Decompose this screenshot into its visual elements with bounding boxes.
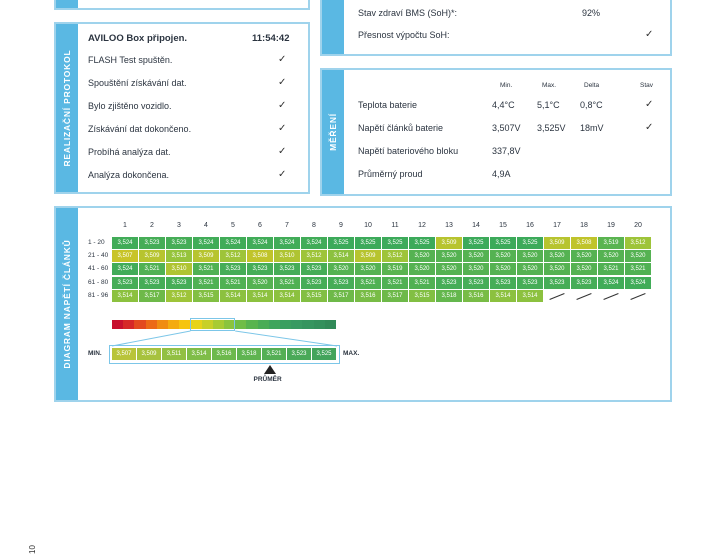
measurement-delta: 18mV — [580, 123, 604, 133]
cell-voltage: 3,523 — [112, 277, 138, 289]
empty-cell-dash — [576, 293, 591, 300]
protocol-side-strip — [56, 24, 78, 192]
check-icon: ✓ — [278, 54, 287, 65]
cell-voltage: 3,507 — [112, 250, 138, 262]
column-number: 5 — [231, 222, 235, 229]
measurement-min: 4,4°C — [492, 100, 515, 110]
scale-segment — [179, 320, 191, 329]
scale-highlight-frame — [190, 318, 235, 331]
protocol-item: Získávání dat dokončeno. — [88, 124, 192, 134]
cell-voltage: 3,524 — [193, 237, 219, 249]
col-header-min: Min. — [500, 82, 513, 89]
measurement-max: 3,525V — [537, 123, 566, 133]
cell-voltage: 3,521 — [193, 263, 219, 275]
soh-value: 92% — [582, 8, 601, 18]
cell-voltage: 3,523 — [301, 277, 327, 289]
zoomed-scale-value: 3,507 — [112, 348, 136, 360]
cell-voltage: 3,515 — [193, 290, 219, 302]
column-number: 13 — [445, 222, 453, 229]
scale-segment — [269, 320, 281, 329]
average-label: PRŮMĚR — [253, 376, 282, 383]
scale-segment — [168, 320, 180, 329]
cell-voltage: 3,520 — [490, 250, 516, 262]
cell-voltage: 3,514 — [517, 290, 543, 302]
scale-segment — [157, 320, 169, 329]
empty-cell-dash — [603, 293, 618, 300]
cell-voltage: 3,508 — [571, 237, 597, 249]
cell-voltage: 3,520 — [436, 263, 462, 275]
cell-voltage: 3,523 — [166, 237, 192, 249]
cell-voltage: 3,515 — [409, 290, 435, 302]
column-number: 19 — [607, 222, 615, 229]
cell-voltage: 3,520 — [328, 263, 354, 275]
soh-label: Stav zdraví BMS (SoH)*: — [358, 8, 458, 18]
column-number: 8 — [312, 222, 316, 229]
cell-voltage: 3,525 — [517, 237, 543, 249]
measurements-side-strip — [322, 70, 344, 194]
cell-voltage: 3,512 — [220, 250, 246, 262]
cell-voltage: 3,523 — [517, 277, 543, 289]
cell-voltage: 3,520 — [544, 250, 570, 262]
cell-voltage: 3,523 — [166, 277, 192, 289]
zoomed-scale-value: 3,518 — [237, 348, 261, 360]
protocol-header-time: 11:54:42 — [252, 33, 290, 44]
scale-segment — [280, 320, 292, 329]
column-number: 18 — [580, 222, 588, 229]
zoomed-scale-value: 3,523 — [287, 348, 311, 360]
cell-voltage: 3,520 — [409, 250, 435, 262]
cell-voltage: 3,521 — [193, 277, 219, 289]
check-icon: ✓ — [278, 146, 287, 157]
zoomed-scale-value: 3,516 — [212, 348, 236, 360]
diagram-side-label: DIAGRAM NAPĚTÍ ČLÁNKŮ — [62, 239, 72, 369]
cell-voltage: 3,509 — [193, 250, 219, 262]
cell-voltage: 3,523 — [463, 277, 489, 289]
zoomed-scale-value: 3,514 — [187, 348, 211, 360]
column-number: 2 — [150, 222, 154, 229]
column-number: 16 — [526, 222, 534, 229]
measurement-delta: 0,8°C — [580, 100, 603, 110]
soh-accuracy-label: Přesnost výpočtu SoH: — [358, 30, 450, 40]
column-number: 6 — [258, 222, 262, 229]
protocol-side-label: REALIZAČNÍ PROTOKOL — [62, 49, 72, 167]
cell-voltage: 3,514 — [247, 290, 273, 302]
cell-voltage: 3,517 — [139, 290, 165, 302]
cell-voltage: 3,510 — [274, 250, 300, 262]
row-range-label: 1 - 20 — [88, 239, 105, 246]
column-number: 1 — [123, 222, 127, 229]
cell-voltage: 3,525 — [355, 237, 381, 249]
scale-segment — [302, 320, 314, 329]
protocol-item: Spouštění získávání dat. — [88, 78, 187, 88]
column-number: 15 — [499, 222, 507, 229]
cell-voltage: 3,523 — [220, 263, 246, 275]
cell-voltage: 3,521 — [625, 263, 651, 275]
cell-voltage: 3,523 — [139, 237, 165, 249]
zoomed-scale-value: 3,509 — [137, 348, 161, 360]
cell-voltage: 3,509 — [139, 250, 165, 262]
column-number: 3 — [177, 222, 181, 229]
protocol-item: Probíhá analýza dat. — [88, 147, 171, 157]
cell-voltage: 3,512 — [382, 250, 408, 262]
cell-voltage: 3,525 — [409, 237, 435, 249]
column-number: 12 — [418, 222, 426, 229]
measurement-label: Napětí článků baterie — [358, 123, 444, 133]
cell-voltage: 3,523 — [247, 263, 273, 275]
scale-segment — [246, 320, 258, 329]
empty-cell-dash — [630, 293, 645, 300]
cell-voltage: 3,523 — [490, 277, 516, 289]
column-number: 11 — [391, 222, 399, 229]
cell-voltage: 3,523 — [544, 277, 570, 289]
scale-segment — [314, 320, 326, 329]
cell-voltage: 3,514 — [274, 290, 300, 302]
cell-voltage: 3,520 — [247, 277, 273, 289]
row-range-label: 21 - 40 — [88, 252, 109, 260]
cell-voltage: 3,508 — [247, 250, 273, 262]
cell-voltage: 3,514 — [220, 290, 246, 302]
cell-voltage: 3,518 — [436, 290, 462, 302]
cell-voltage: 3,509 — [355, 250, 381, 262]
cell-voltage-diagram-panel — [54, 206, 672, 402]
measurements-panel — [320, 68, 672, 196]
cell-voltage: 3,520 — [598, 250, 624, 262]
soh-accuracy-check-icon: ✓ — [645, 29, 654, 40]
page-number: 10 — [27, 545, 37, 554]
cell-voltage: 3,521 — [139, 263, 165, 275]
average-marker-icon — [264, 365, 276, 374]
cell-voltage: 3,509 — [436, 237, 462, 249]
column-number: 7 — [285, 222, 289, 229]
check-icon: ✓ — [278, 100, 287, 111]
cell-voltage: 3,514 — [112, 290, 138, 302]
cell-voltage: 3,516 — [463, 290, 489, 302]
cell-voltage: 3,524 — [301, 237, 327, 249]
check-icon: ✓ — [278, 77, 287, 88]
col-header-delta: Delta — [584, 82, 600, 89]
cell-voltage: 3,520 — [571, 250, 597, 262]
measurement-label: Teplota baterie — [358, 100, 418, 110]
status-check-icon: ✓ — [645, 122, 654, 133]
check-icon: ✓ — [278, 169, 287, 180]
cell-voltage: 3,520 — [409, 263, 435, 275]
cell-voltage: 3,509 — [544, 237, 570, 249]
empty-cell-dash — [549, 293, 564, 300]
scale-segment — [291, 320, 303, 329]
measurement-label: Průměrný proud — [358, 169, 423, 179]
cell-voltage: 3,520 — [544, 263, 570, 275]
measurement-label: Napětí bateriového bloku — [358, 146, 459, 156]
cell-voltage: 3,515 — [301, 290, 327, 302]
cell-voltage: 3,520 — [355, 263, 381, 275]
cell-voltage: 3,524 — [112, 263, 138, 275]
scale-segment — [123, 320, 135, 329]
scale-segment — [112, 320, 124, 329]
protocol-item: FLASH Test spuštěn. — [88, 55, 173, 65]
col-header-max: Max. — [542, 82, 557, 89]
top-left-panel-fragment — [54, 0, 310, 10]
cell-voltage: 3,512 — [301, 250, 327, 262]
scale-segment — [258, 320, 270, 329]
protocol-panel — [54, 22, 310, 194]
column-number: 10 — [364, 222, 372, 229]
cell-voltage: 3,525 — [463, 237, 489, 249]
column-number: 17 — [553, 222, 561, 229]
cell-voltage: 3,523 — [328, 277, 354, 289]
cell-voltage: 3,524 — [112, 237, 138, 249]
soh-side-strip — [322, 0, 344, 54]
column-number: 4 — [204, 222, 208, 229]
scale-segment — [134, 320, 146, 329]
measurement-min: 3,507V — [492, 123, 521, 133]
cell-voltage: 3,523 — [301, 263, 327, 275]
diagram-side-strip — [56, 208, 78, 400]
scale-segment — [146, 320, 158, 329]
top-left-side-strip — [56, 0, 78, 8]
protocol-item: Bylo zjištěno vozidlo. — [88, 101, 172, 111]
cell-voltage: 3,520 — [436, 250, 462, 262]
cell-voltage: 3,519 — [598, 237, 624, 249]
cell-voltage: 3,514 — [490, 290, 516, 302]
cell-voltage: 3,521 — [355, 277, 381, 289]
cell-voltage: 3,523 — [571, 277, 597, 289]
cell-voltage: 3,517 — [328, 290, 354, 302]
scale-min-label: MIN. — [88, 350, 102, 357]
measurement-min: 4,9A — [492, 169, 511, 179]
cell-voltage: 3,525 — [328, 237, 354, 249]
zoomed-scale-value: 3,521 — [262, 348, 286, 360]
cell-voltage: 3,523 — [139, 277, 165, 289]
cell-voltage: 3,520 — [625, 250, 651, 262]
cell-voltage: 3,523 — [274, 263, 300, 275]
cell-voltage: 3,521 — [409, 277, 435, 289]
cell-voltage: 3,512 — [166, 290, 192, 302]
column-number: 9 — [339, 222, 343, 229]
cell-voltage: 3,510 — [166, 263, 192, 275]
row-range-label: 61 - 80 — [88, 278, 109, 286]
measurement-min: 337,8V — [492, 146, 521, 156]
cell-voltage: 3,514 — [328, 250, 354, 262]
cell-voltage: 3,525 — [382, 237, 408, 249]
measurements-side-label: MĚŘENÍ — [328, 113, 338, 151]
zoomed-scale-value: 3,525 — [312, 348, 336, 360]
cell-voltage: 3,524 — [598, 277, 624, 289]
cell-voltage: 3,513 — [166, 250, 192, 262]
column-number: 14 — [472, 222, 480, 229]
column-number: 20 — [634, 222, 642, 229]
cell-voltage: 3,520 — [571, 263, 597, 275]
cell-voltage: 3,520 — [517, 263, 543, 275]
measurement-max: 5,1°C — [537, 100, 560, 110]
cell-voltage: 3,525 — [490, 237, 516, 249]
row-range-label: 81 - 96 — [88, 291, 109, 299]
row-range-label: 41 - 60 — [88, 265, 109, 273]
cell-voltage: 3,524 — [220, 237, 246, 249]
soh-panel — [320, 0, 672, 56]
cell-voltage: 3,520 — [463, 263, 489, 275]
cell-voltage: 3,521 — [274, 277, 300, 289]
status-check-icon: ✓ — [645, 99, 654, 110]
cell-voltage: 3,520 — [517, 250, 543, 262]
scale-segment — [325, 320, 337, 329]
cell-voltage: 3,519 — [382, 263, 408, 275]
cell-voltage: 3,524 — [247, 237, 273, 249]
cell-voltage: 3,512 — [625, 237, 651, 249]
col-header-status: Stav — [640, 82, 654, 89]
cell-voltage: 3,521 — [220, 277, 246, 289]
cell-voltage: 3,523 — [436, 277, 462, 289]
protocol-header-title: AVILOO Box připojen. — [88, 33, 188, 44]
cell-voltage: 3,517 — [382, 290, 408, 302]
scale-segment — [235, 320, 247, 329]
cell-voltage: 3,520 — [463, 250, 489, 262]
check-icon: ✓ — [278, 123, 287, 134]
cell-voltage: 3,516 — [355, 290, 381, 302]
cell-voltage: 3,524 — [274, 237, 300, 249]
zoomed-scale-value: 3,511 — [162, 348, 186, 360]
protocol-item: Analýza dokončena. — [88, 170, 170, 180]
cell-voltage: 3,521 — [382, 277, 408, 289]
scale-max-label: MAX. — [343, 350, 360, 357]
cell-voltage: 3,524 — [625, 277, 651, 289]
cell-voltage: 3,521 — [598, 263, 624, 275]
cell-voltage: 3,520 — [490, 263, 516, 275]
